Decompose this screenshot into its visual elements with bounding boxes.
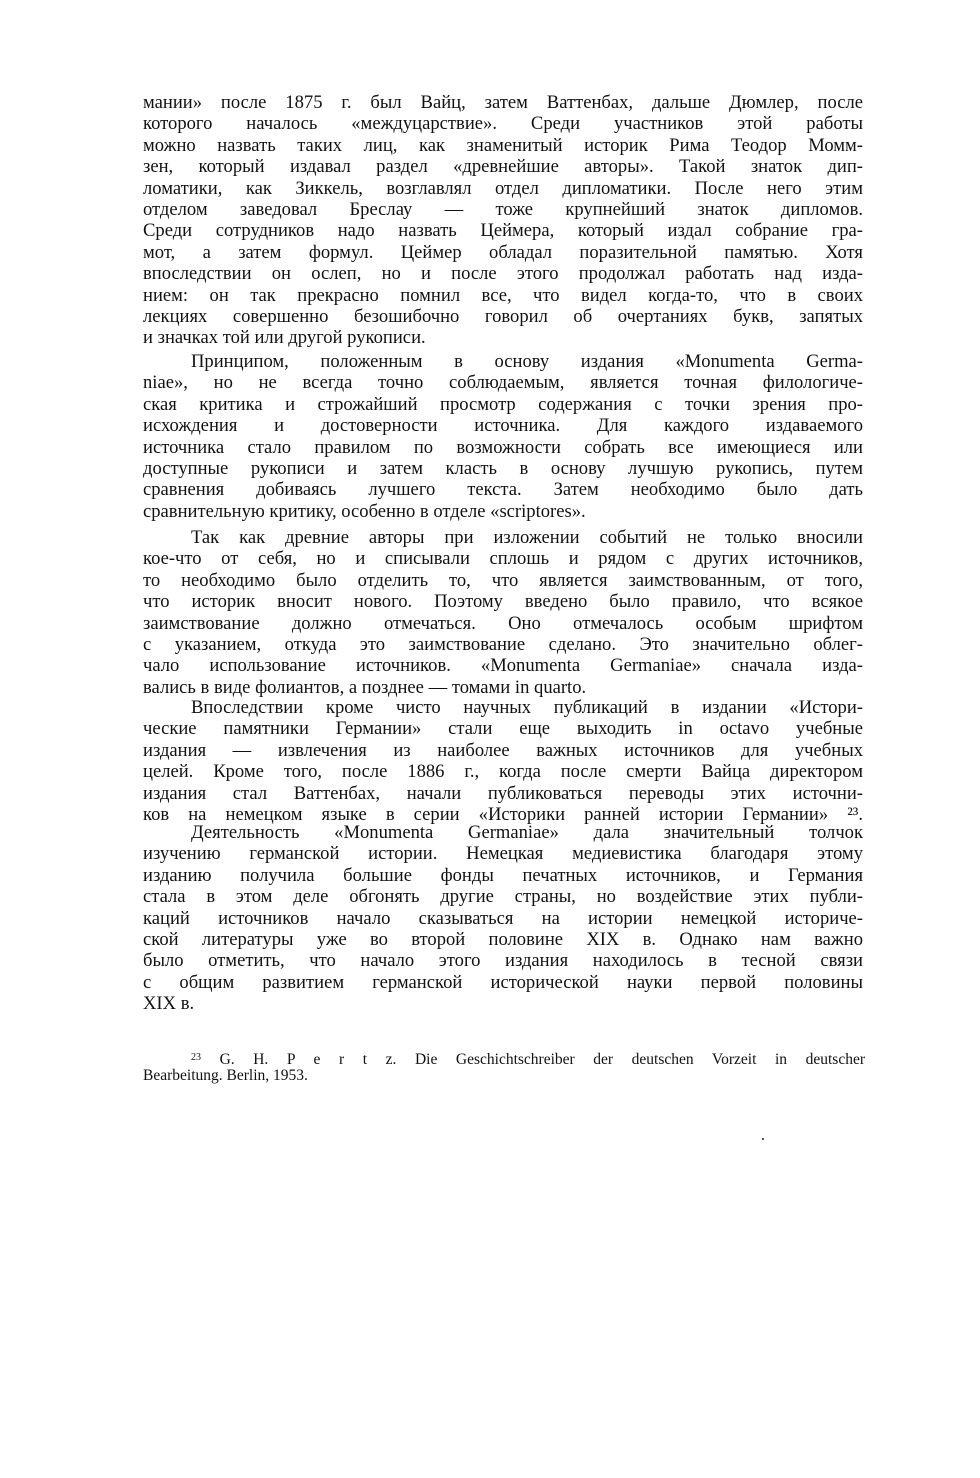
text-line: изучению германской истории. Немецкая медиевистика благодаря этому	[143, 843, 863, 865]
text-line: Впоследствии кроме чисто научных публикаций в издании «Истори-	[191, 697, 863, 718]
text-line: исхождения и достоверности источника. Для каждого издаваемого	[143, 415, 863, 437]
footnote	[143, 1049, 865, 1085]
text-line: ческие памятники Германии» стали еще выходить in octavo учебные	[143, 718, 863, 740]
text-line: стала в этом деле обгонять другие страны, но воздействие этих публи-	[143, 886, 863, 908]
paragraph-5	[143, 822, 863, 1015]
text-line: каций источников начало сказываться на истории немецкой историче-	[143, 907, 863, 929]
text-line: ков на немецком языке в серии «Историки ранней истории Германии» ²³.	[143, 803, 863, 825]
text-line: ская критика и строжайший просмотр содержания с точки зрения про-	[143, 393, 863, 415]
text-line: которого началось «междуцарствие». Среди участников этой работы	[143, 113, 863, 135]
text-line: целей. Кроме того, после 1886 г., когда после смерти Вайца директором	[143, 761, 863, 783]
footnote-text: G. H. P e r t z. Die Geschichtschreiber der deutschen Vorzeit in deutscher	[219, 1051, 866, 1068]
text-line: Принципом, положенным в основу издания «Monumenta Germa-	[191, 351, 863, 372]
text-line: впоследствии он ослеп, но и после этого продолжал работать над изда-	[143, 263, 863, 285]
text-line: издания стал Ваттенбах, начали публиковаться переводы этих источни-	[143, 782, 863, 804]
text-line: что историк вносит нового. Поэтому введено было правило, что всякое	[143, 591, 863, 613]
text-line: с общим развитием германской исторической науки первой половины	[143, 971, 863, 993]
text-line: мот, а затем формул. Цеймер обладал поразительной памятью. Хотя	[143, 241, 863, 263]
text-line: лекциях совершенно безошибочно говорил об очертаниях букв, запятых	[143, 305, 863, 327]
paragraph-3	[143, 527, 863, 698]
footnote-line: Bearbeitung. Berlin, 1953.	[143, 1067, 308, 1084]
text-line: доступные рукописи и затем класть в основу лучшую рукопись, путем	[143, 457, 863, 479]
text-line: с указанием, откуда это заимствование сделано. Это значительно облег-	[143, 633, 863, 655]
text-line: можно назвать таких лиц, как знаменитый историк Рима Теодор Момм-	[143, 134, 863, 156]
text-line: Так как древние авторы при изложении событий не только вносили	[191, 527, 863, 548]
text-line: то необходимо было отделить то, что является заимствованным, от того,	[143, 569, 863, 591]
paragraph-4	[143, 697, 863, 825]
text-line: изданию получила большие фонды печатных источников, и Германия	[143, 864, 863, 886]
text-line: источника стало правилом по возможности собрать все имеющиеся или	[143, 436, 863, 458]
text-line: кое-что от себя, но и списывали сплошь и рядом с других источников,	[143, 548, 863, 570]
footnote-line	[143, 1049, 865, 1067]
text-line: заимствование должно отмечаться. Оно отмечалось особым шрифтом	[143, 612, 863, 634]
text-line: Среди сотрудников надо назвать Цеймера, который издал собрание гра-	[143, 220, 863, 242]
text-line: отделом заведовал Бреслау — тоже крупнейший знаток дипломов.	[143, 198, 863, 220]
text-line: чало использование источников. «Monumenta Germaniae» сначала изда-	[143, 655, 863, 677]
scan-speck	[762, 1138, 764, 1140]
paragraph-2	[143, 351, 863, 522]
text-line: вались в виде фолиантов, а позднее — томами in quarto.	[143, 676, 587, 698]
text-line: и значках той или другой рукописи.	[143, 327, 426, 349]
text-line: ломатики, как Зиккель, возглавлял отдел дипломатики. После него этим	[143, 177, 863, 199]
text-line: издания — извлечения из наиболее важных источников для учебных	[143, 739, 863, 761]
paragraph-1	[143, 92, 863, 349]
text-line: нием: он так прекрасно помнил все, что видел когда-то, что в своих	[143, 284, 863, 306]
text-line: зен, который издавал раздел «древнейшие авторы». Такой знаток дип-	[143, 156, 863, 178]
text-line: ской литературы уже во второй половине XIX в. Однако нам важно	[143, 928, 863, 950]
text-line: сравнительную критику, особенно в отделе «scriptores».	[143, 500, 586, 522]
text-line: было отметить, что начало этого издания находилось в тесной связи	[143, 950, 863, 972]
footnote-number: 23	[191, 1052, 201, 1063]
text-line: мании» после 1875 г. был Вайц, затем Ваттенбах, дальше Дюмлер, после	[143, 92, 863, 113]
text-line: niae», но не всегда точно соблюдаемым, является точная филологиче-	[143, 372, 863, 394]
text-line: Деятельность «Monumenta Germaniae» дала значительный толчок	[191, 822, 863, 843]
text-line: сравнения добиваясь лучшего текста. Затем необходимо было дать	[143, 479, 863, 501]
text-line: XIX в.	[143, 993, 195, 1015]
